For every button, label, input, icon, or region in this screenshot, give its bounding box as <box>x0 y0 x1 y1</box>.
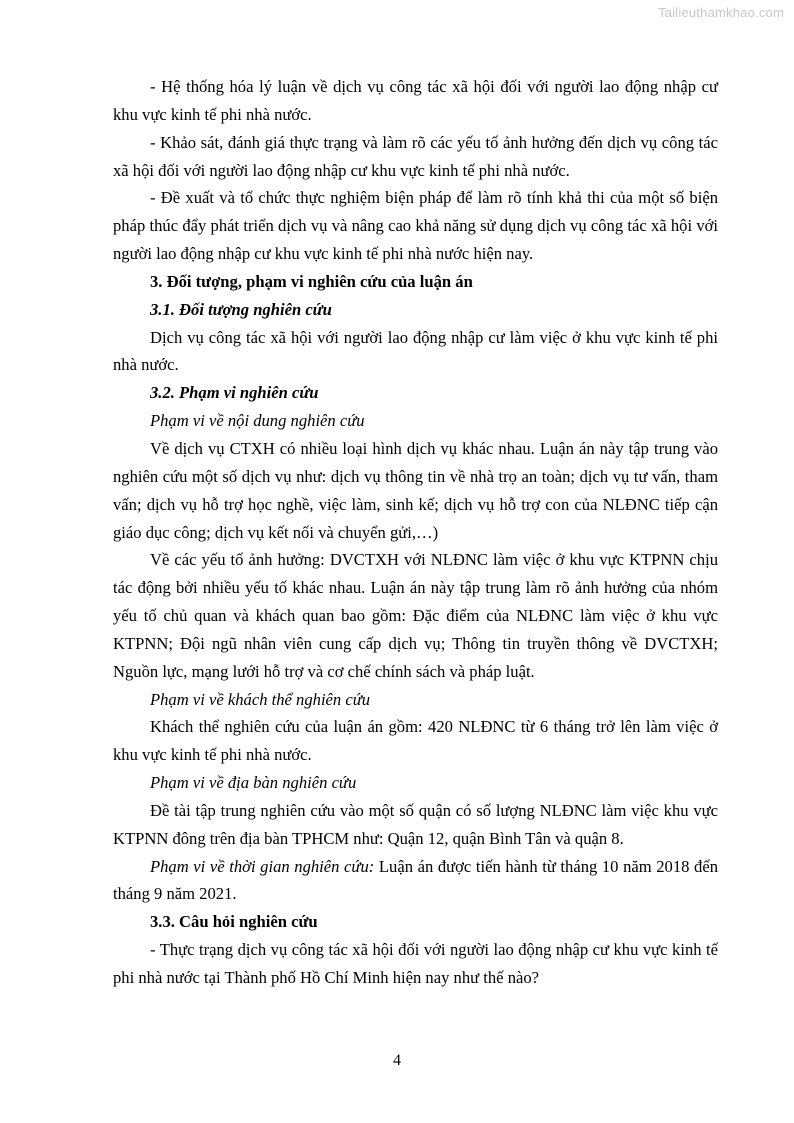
paragraph-objective-2: - Khảo sát, đánh giá thực trạng và làm rõ các yếu tố ảnh hưởng đến dịch vụ công tác xã hội đối với người lao động nhập cư khu vực kinh tế phi nhà nước. <box>113 132 718 180</box>
scope-time-lead: Phạm vi về thời gian nghiên cứu: <box>150 856 375 876</box>
subsection-heading-3-2: 3.2. Phạm vi nghiên cứu <box>150 383 319 403</box>
scope-location-heading: Phạm vi về địa bàn nghiên cứu <box>150 773 357 793</box>
paragraph-scope-location: Đề tài tập trung nghiên cứu vào một số quận có số lượng NLĐNC làm việc khu vực KTPNN đông trên địa bàn TPHCM như: Quận 12, quận Bình Tân và quận 8. <box>113 800 718 848</box>
paragraph-objective-3: - Đề xuất và tổ chức thực nghiệm biện pháp để làm rõ tính khả thi của một số biện pháp thúc đẩy phát triển dịch vụ và nâng cao khả năng sử dụng dịch vụ công tác xã hội với người lao động nhập cư khu vực kinh tế phi nhà nước hiện nay. <box>113 188 718 264</box>
paragraph-research-object: Dịch vụ công tác xã hội với người lao động nhập cư làm việc ở khu vực kinh tế phi nhà nước. <box>113 327 718 375</box>
paragraph-research-question-1: - Thực trạng dịch vụ công tác xã hội đối với người lao động nhập cư khu vực kinh tế phi nhà nước tại Thành phố Hồ Chí Minh hiện nay như thế nào? <box>113 940 718 987</box>
paragraph-objective-1: - Hệ thống hóa lý luận về dịch vụ công tác xã hội đối với người lao động nhập cư khu vực kinh tế phi nhà nước. <box>113 77 718 124</box>
scope-content-heading: Phạm vi về nội dung nghiên cứu <box>150 411 365 431</box>
scope-time-text: Luận án được tiến hành từ tháng 10 năm 2018 đến tháng 9 năm 2021. <box>113 856 718 904</box>
watermark: Tailieuthamkhao.com <box>658 5 784 20</box>
subsection-heading-3-3: 3.3. Câu hỏi nghiên cứu <box>150 912 318 932</box>
paragraph-scope-content: Về dịch vụ CTXH có nhiều loại hình dịch vụ khác nhau. Luận án này tập trung vào nghiên cứu một số dịch vụ như: dịch vụ thông tin về nhà trọ an toàn; dịch vụ tư vấn, tham vấn; dịch vụ hỗ trợ học nghề, việc làm, sinh kế; dịch vụ hỗ trợ con của NLĐNC tiếp cận giáo dục công; dịch vụ kết nối và chuyển gửi,…) <box>113 438 718 542</box>
page-number: 4 <box>393 1052 401 1069</box>
paragraph-scope-time <box>113 853 718 909</box>
paragraph-scope-factors: Về các yếu tố ảnh hưởng: DVCTXH với NLĐNC làm việc ở khu vực KTPNN chịu tác động bởi nhiều yếu tố khác nhau. Luận án này tập trung làm rõ ảnh hưởng của nhóm yếu tố chủ quan và khách quan bao gồm: Đặc điểm của NLĐNC làm việc ở khu vực KTPNN; Đội ngũ nhân viên cung cấp dịch vụ; Thông tin truyền thông về DVCTXH; Nguồn lực, mạng lưới hỗ trợ và cơ chế chính sách và pháp luật. <box>113 550 718 681</box>
subsection-heading-3-1: 3.1. Đối tượng nghiên cứu <box>150 299 332 319</box>
scope-subject-heading: Phạm vi về khách thể nghiên cứu <box>150 689 371 709</box>
document-body <box>113 73 718 992</box>
paragraph-scope-subject: Khách thể nghiên cứu của luận án gồm: 420 NLĐNC từ 6 tháng trở lên làm việc ở khu vực kinh tế phi nhà nước. <box>113 717 718 765</box>
section-heading-3: 3. Đối tượng, phạm vi nghiên cứu của luận án <box>150 271 473 291</box>
